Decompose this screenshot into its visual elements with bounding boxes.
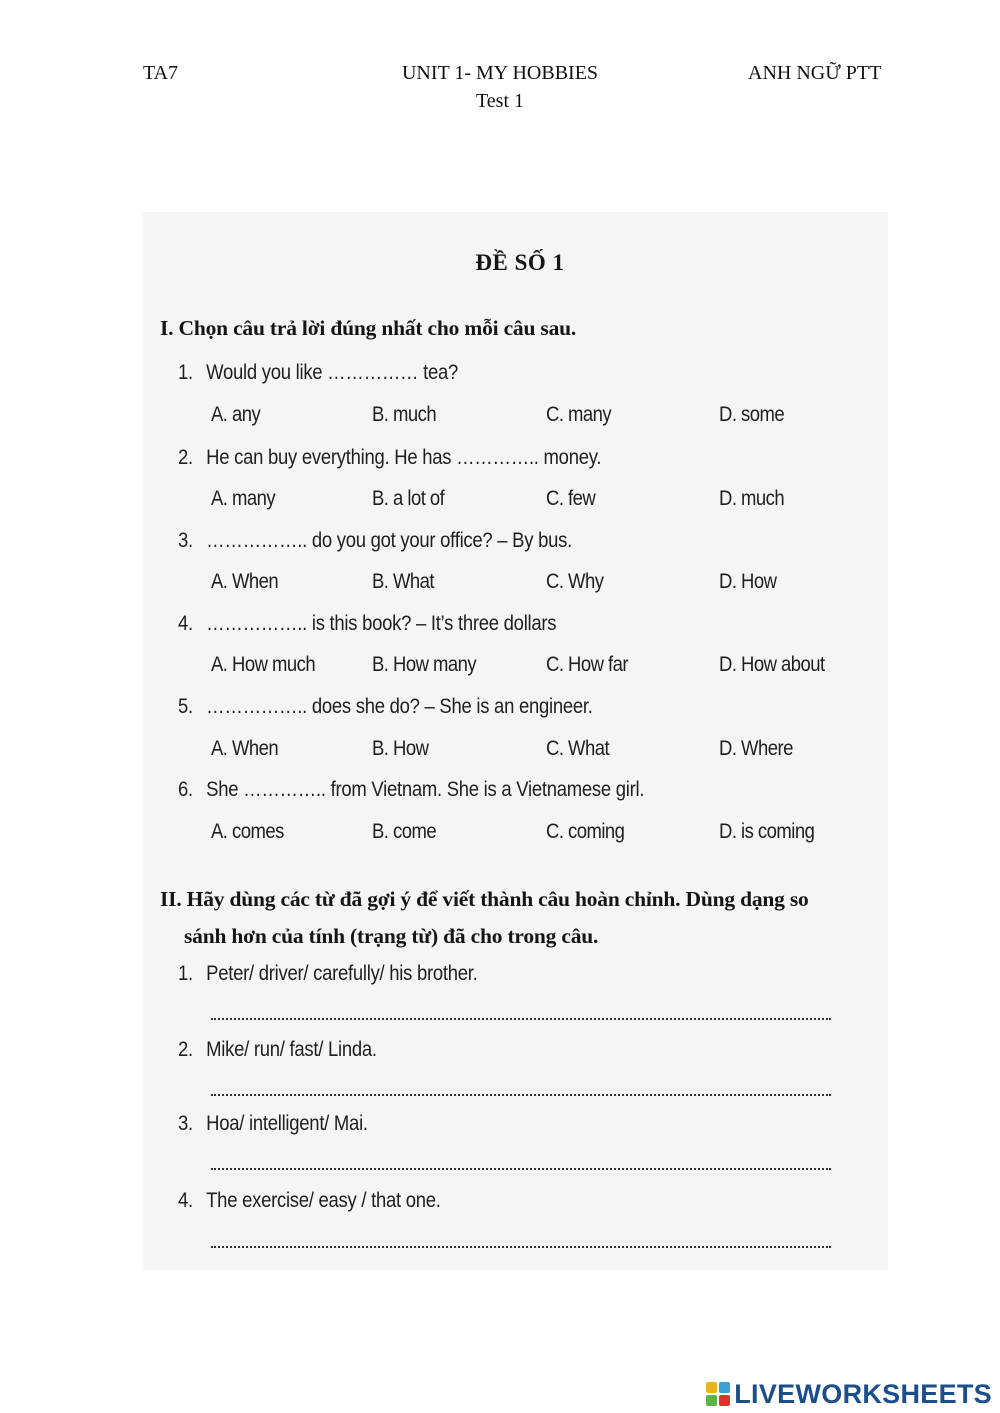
q6-option-c: C. coming [546,820,625,843]
section-2-heading [160,881,890,955]
rewrite-item-1: 1. Peter/ driver/ carefully/ his brother. [178,962,478,985]
q3-option-c: C. Why [546,570,604,593]
liveworksheets-brand[interactable] [706,1379,992,1409]
q3-option-a: A. When [211,570,279,593]
q2-option-d: D. much [719,487,785,510]
q5-option-c: C. What [546,737,610,760]
question-5: 5. …………….. does she do? – She is an engineer. [178,695,593,718]
rewrite-item-3: 3. Hoa/ intelligent/ Mai. [178,1112,368,1135]
q3-option-b: B. What [372,570,435,593]
question-2: 2. He can buy everything. He has ………….. money. [178,446,602,469]
logo-square-3 [706,1395,717,1406]
q1-option-a: A. any [211,403,261,426]
logo-square-4 [719,1395,730,1406]
q6-option-a: A. comes [211,820,284,843]
q5-option-d: D. Where [719,737,793,760]
q6-option-d: D. is coming [719,820,815,843]
question-6: 6. She ………….. from Vietnam. She is a Vietnamese girl. [178,778,645,801]
q5-option-b: B. How [372,737,429,760]
q6-option-b: B. come [372,820,437,843]
header-class-code: TA7 [143,62,179,84]
question-4: 4. …………….. is this book? – It’s three dollars [178,612,557,635]
header-test-label: Test 1 [475,90,525,112]
q5-option-a: A. When [211,737,279,760]
answer-line-3[interactable] [211,1164,831,1170]
q1-option-d: D. some [719,403,785,426]
section-1-heading: I. Chọn câu trả lời đúng nhất cho mỗi câu sau. [160,316,577,340]
logo-square-2 [719,1382,730,1393]
section-2-heading-line-1: II. Hãy dùng các từ đã gợi ý để viết thành câu hoàn chỉnh. Dùng dạng so [160,887,809,911]
liveworksheets-wordmark: LIVEWORKSHEETS [734,1378,992,1409]
answer-line-2[interactable] [211,1090,831,1096]
question-1: 1. Would you like …………… tea? [178,361,459,384]
q2-option-b: B. a lot of [372,487,445,510]
liveworksheets-logo-icon [706,1382,730,1406]
q2-option-a: A. many [211,487,276,510]
section-2-heading-line-2: sánh hơn của tính (trạng từ) đã cho trong câu. [184,924,599,948]
exam-title: ĐỀ SỐ 1 [475,250,565,275]
logo-square-1 [706,1382,717,1393]
q3-option-d: D. How [719,570,777,593]
rewrite-item-2: 2. Mike/ run/ fast/ Linda. [178,1038,377,1061]
q1-option-b: B. much [372,403,437,426]
q4-option-a: A. How much [211,653,316,676]
header-unit-title: UNIT 1- MY HOBBIES [401,62,599,84]
q4-option-b: B. How many [372,653,477,676]
question-3: 3. …………….. do you got your office? – By bus. [178,529,572,552]
q2-option-c: C. few [546,487,596,510]
q1-option-c: C. many [546,403,612,426]
answer-line-1[interactable] [211,1014,831,1020]
answer-line-4[interactable] [211,1242,831,1248]
header-author: ANH NGỮ PTT [748,62,882,84]
rewrite-item-4: 4. The exercise/ easy / that one. [178,1189,441,1212]
q4-option-d: D. How about [719,653,825,676]
q4-option-c: C. How far [546,653,629,676]
